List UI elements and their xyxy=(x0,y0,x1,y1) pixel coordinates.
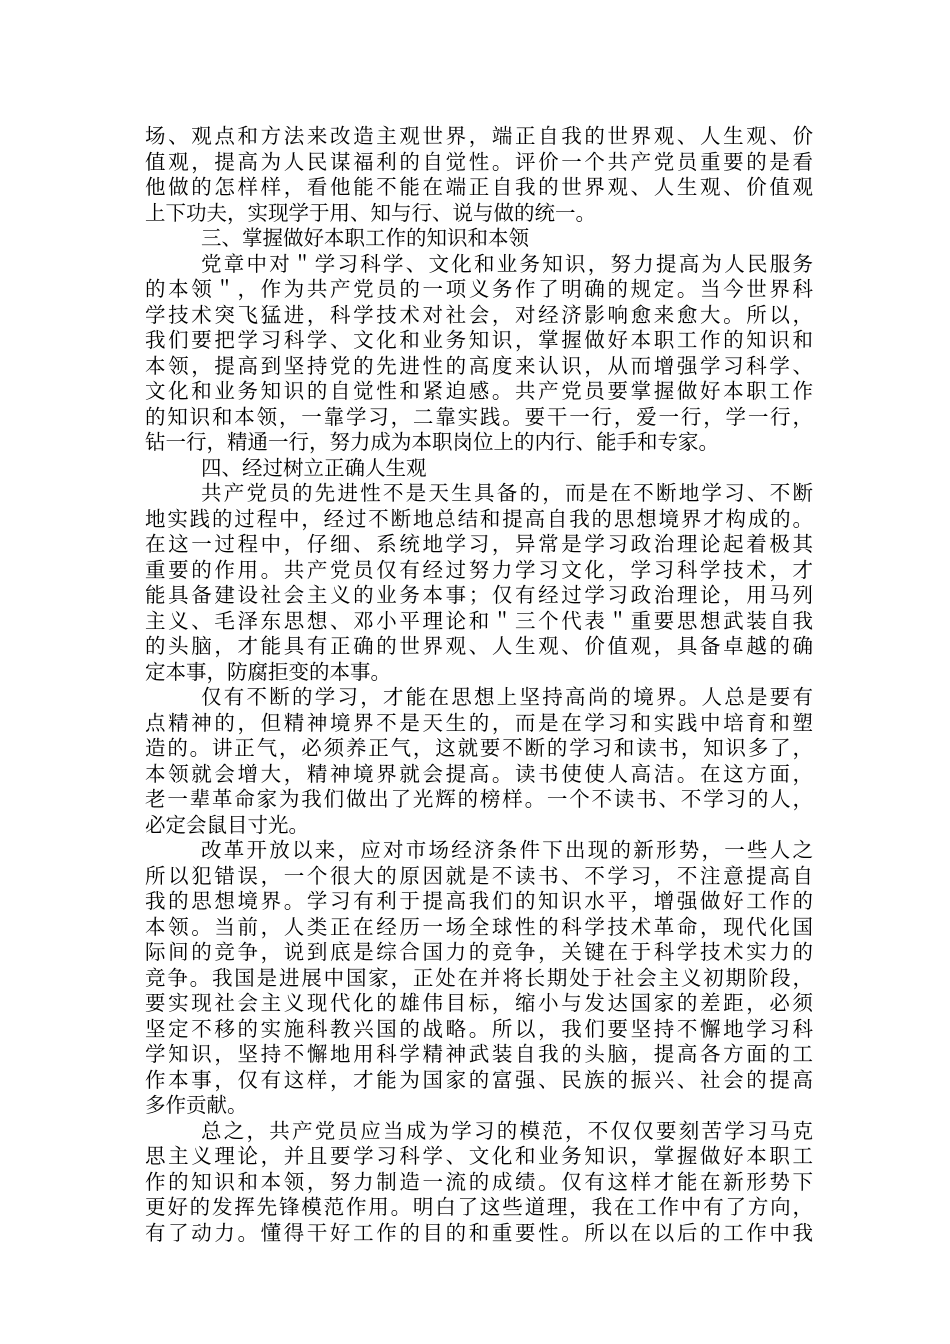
text-line: 四、经过树立正确人生观 xyxy=(201,455,427,480)
text-line: 本领，提高到坚持党的先进性的高度来认识，从而增强学习科学、 xyxy=(145,353,813,378)
body-paragraph xyxy=(145,252,813,456)
text-line: 上下功夫，实现学于用、知与行、说与做的统一。 xyxy=(145,200,596,225)
body-paragraph xyxy=(145,481,813,685)
text-line: 党章中对＂学习科学、文化和业务知识，努力提高为人民服务 xyxy=(201,251,813,276)
text-line: 场、观点和方法来改造主观世界，端正自我的世界观、人生观、价 xyxy=(145,124,813,148)
text-line: 必定会鼠目寸光。 xyxy=(145,812,309,837)
text-line: 的本领＂，作为共产党员的一项义务作了明确的规定。当今世界科 xyxy=(145,277,813,301)
body-paragraph xyxy=(145,1119,813,1247)
text-line: 思主义理论，并且要学习科学、文化和业务知识，掌握做好本职工 xyxy=(145,1144,813,1168)
text-line: 坚定不移的实施科教兴国的战略。所以，我们要坚持不懈地学习科 xyxy=(145,1016,813,1041)
text-line: 的知识和本领，一靠学习，二靠实践。要干一行，爱一行，学一行， xyxy=(145,404,813,429)
text-line: 学知识，坚持不懈地用科学精神武装自我的头脑，提高各方面的工 xyxy=(145,1042,813,1066)
text-line: 竞争。我国是进展中国家，正处在并将长期处于社会主义初期阶段， xyxy=(145,965,813,990)
text-line: 地实践的过程中，经过不断地总结和提高自我的思想境界才构成的。 xyxy=(145,506,813,531)
text-line: 重要的作用。共产党员仅有经过努力学习文化，学习科学技术，才 xyxy=(145,557,813,582)
document-page xyxy=(145,124,813,1246)
section-heading xyxy=(145,456,813,482)
text-line: 改革开放以来，应对市场经济条件下出现的新形势，一些人之 xyxy=(201,838,813,862)
text-line: 钻一行，精通一行，努力成为本职岗位上的内行、能手和专家。 xyxy=(145,430,719,454)
body-paragraph xyxy=(145,124,813,226)
body-paragraph xyxy=(145,838,813,1119)
text-line: 他做的怎样样，看他能不能在端正自我的世界观、人生观、价值观 xyxy=(145,175,813,199)
text-line: 三、掌握做好本职工作的知识和本领 xyxy=(201,226,529,250)
text-line: 多作贡献。 xyxy=(145,1093,248,1117)
text-line: 老一辈革命家为我们做出了光辉的榜样。一个不读书、不学习的人， xyxy=(145,787,813,811)
text-line: 造的。讲正气，必须养正气，这就要不断的学习和读书，知识多了， xyxy=(145,736,813,760)
text-line: 共产党员的先进性不是天生具备的，而是在不断地学习、不断 xyxy=(201,481,813,505)
text-line: 有了动力。懂得干好工作的目的和重要性。所以在以后的工作中我 xyxy=(145,1220,813,1245)
text-line: 我的思想境界。学习有利于提高我们的知识水平，增强做好工作的 xyxy=(145,889,813,913)
text-line: 值观，提高为人民谋福利的自觉性。评价一个共产党员重要的是看 xyxy=(145,149,813,174)
text-line: 作本事，仅有这样，才能为国家的富强、民族的振兴、社会的提高 xyxy=(145,1067,813,1092)
text-line: 要实现社会主义现代化的雄伟目标，缩小与发达国家的差距，必须 xyxy=(145,991,813,1015)
text-line: 本领就会增大，精神境界就会提高。读书使使人高洁。在这方面， xyxy=(145,761,813,786)
body-paragraph xyxy=(145,685,813,838)
text-line: 的头脑，才能具有正确的世界观、人生观、价值观，具备卓越的确 xyxy=(145,634,813,658)
text-line: 本领。当前，人类正在经历一场全球性的科学技术革命，现代化国 xyxy=(145,914,813,939)
text-line: 学技术突飞猛进，科学技术对社会，对经济影响愈来愈大。所以， xyxy=(145,302,813,327)
text-line: 在这一过程中，仔细、系统地学习，异常是学习政治理论起着极其 xyxy=(145,532,813,556)
text-line: 定本事，防腐拒变的本事。 xyxy=(145,659,391,684)
text-line: 我们要把学习科学、文化和业务知识，掌握做好本职工作的知识和 xyxy=(145,328,813,352)
text-line: 主义、毛泽东思想、邓小平理论和＂三个代表＂重要思想武装自我 xyxy=(145,608,813,633)
text-line: 能具备建设社会主义的业务本事；仅有经过学习政治理论，用马列 xyxy=(145,583,813,607)
text-line: 更好的发挥先锋模范作用。明白了这些道理，我在工作中有了方向， xyxy=(145,1195,813,1219)
text-line: 作的知识和本领，努力制造一流的成绩。仅有这样才能在新形势下 xyxy=(145,1169,813,1194)
text-line: 总之，共产党员应当成为学习的模范，不仅仅要刻苦学习马克 xyxy=(201,1118,813,1143)
text-line: 点精神的，但精神境界不是天生的，而是在学习和实践中培育和塑 xyxy=(145,710,813,735)
text-line: 际间的竞争，说到底是综合国力的竞争，关键在于科学技术实力的 xyxy=(145,940,813,964)
section-heading xyxy=(145,226,813,252)
text-line: 仅有不断的学习，才能在思想上坚持高尚的境界。人总是要有 xyxy=(201,685,813,709)
text-line: 文化和业务知识的自觉性和紧迫感。共产党员要掌握做好本职工作 xyxy=(145,379,813,403)
text-line: 所以犯错误，一个很大的原因就是不读书、不学习，不注意提高自 xyxy=(145,863,813,888)
